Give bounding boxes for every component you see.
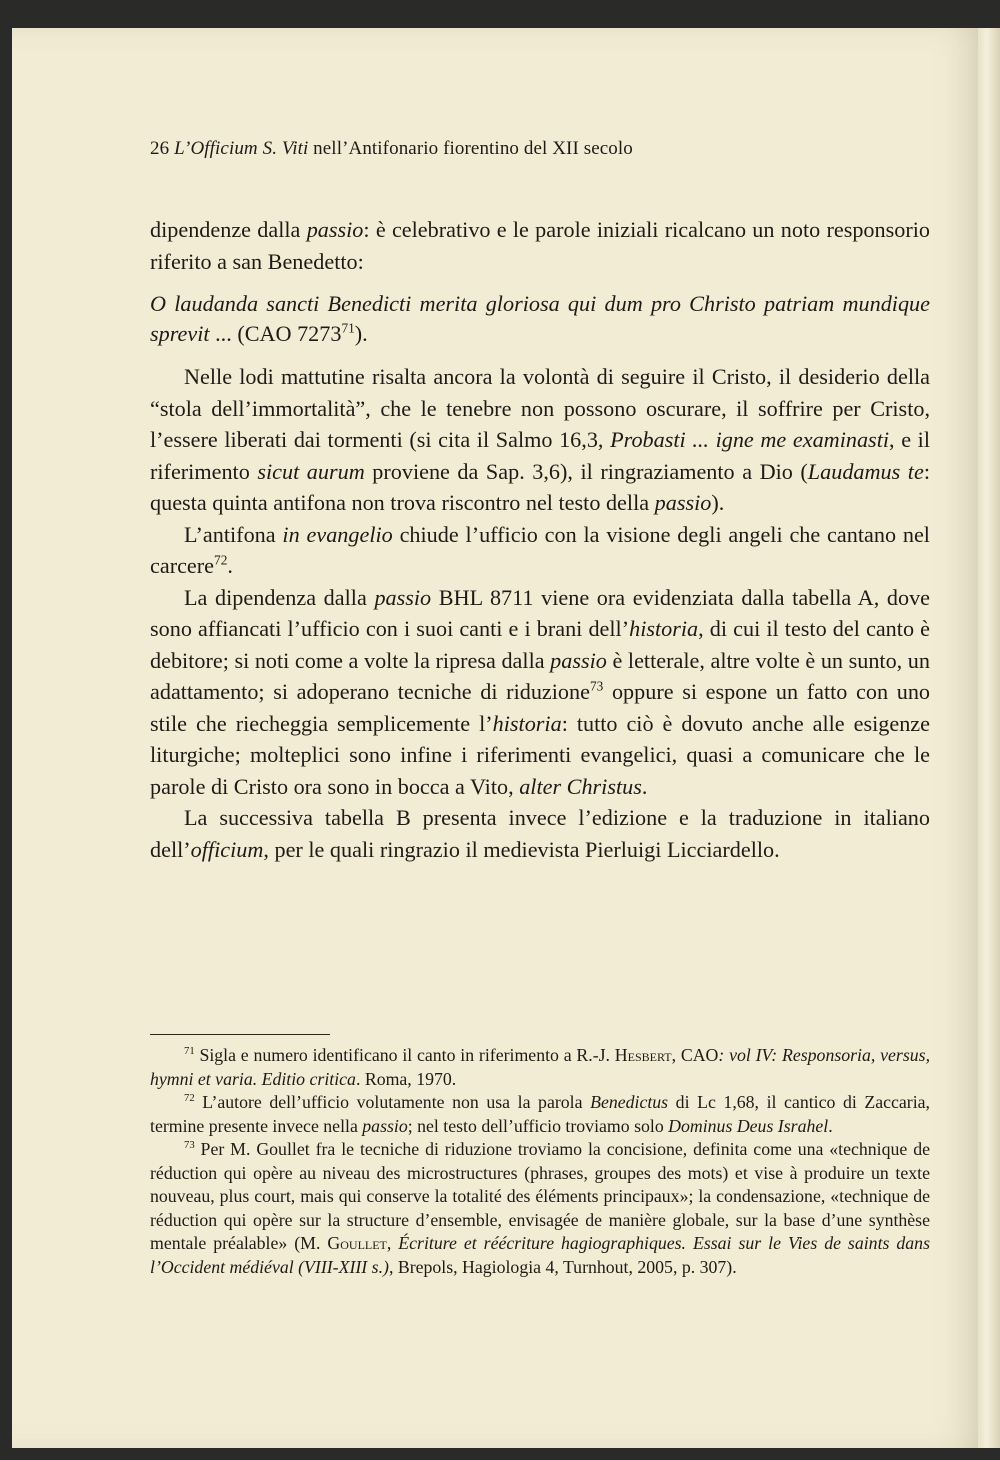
footnote-71: $^{71}$ Sigla e numero identificano il canto in riferimento a R.-J. Hesbert, CAO: vol IV: Responsoria, versus, hymni et varia. Editio critica. Roma, 1970. [150,1045,931,1089]
page-number: 26 [150,138,170,159]
footnote-ref-71[interactable]: 71 [341,320,355,336]
quotation: O laudanda sancti Benedicti merita gloriosa qui dum pro Christo patriam mundique sprevit ... (CAO 7273$^{71}$). [150,291,930,346]
footnote-72: $^{72}$ L’autore dell’ufficio volutamente non usa la parola Benedictus di Lc 1,68, il cantico di Zaccaria, termine presente invece nella passio; nel testo dell’ufficio troviamo solo Dominus Deus Israhel. [150,1092,930,1136]
paragraph-4: La dipendenza dalla passio BHL 8711 viene ora evidenziata dalla tabella A, dove sono affiancati l’ufficio con i suoi canti e i brani dell’historia, di cui il testo del canto è debitore; si noti come a volte la ripresa dalla passio è letterale, altre volte è un sunto, un adattamento; si adoperano tecniche di riduzione$^{73}$ oppure si espone un fatto con uno stile che riecheggia semplicemente l’historia: tutto ciò è dovuto anche alle esigenze liturgiche; molteplici sono infine i riferimenti evangelici, quasi a comunicare che le parole di Cristo ora sono in bocca a Vito, alter Christus. [150,584,931,799]
paragraph-5: La successiva tabella B presenta invece l’edizione e la traduzione in italiano dell’officium, per le quali ringrazio il medievista Pierluigi Licciardello. [150,805,930,862]
footnote-ref-72[interactable]: 72 [214,552,228,568]
header-title-rest: nell’Antifonario fiorentino del XII secolo [308,138,633,159]
footnotes [150,1044,930,1279]
page-edge [978,28,1000,1448]
footnote-separator [150,1034,330,1035]
paragraph-2: Nelle lodi mattutine risalta ancora la volontà di seguire il Cristo, il desiderio della “stola dell’immortalità”, che le tenebre non possono oscurare, il soffrire per Cristo, l’essere liberati dai tormenti (si cita il Salmo 16,3, Probasti ... igne me examinasti, e il riferimento sicut aurum proviene da Sap. 3,6), il ringraziamento a Dio (Laudamus te: questa quinta antifona non trova riscontro nel testo della passio). [150,364,930,515]
paragraph-3: L’antifona in evangelio chiude l’ufficio con la visione degli angeli che cantano nel carcere$^{72}$. [150,521,930,578]
running-header [150,138,930,160]
paragraph-1: dipendenze dalla passio: è celebrativo e le parole iniziali ricalcano un noto responsorio riferito a san Benedetto: [150,217,930,274]
footnote-ref-73[interactable]: 73 [589,678,604,694]
main-text [150,214,930,865]
header-title-italic: L’Officium S. Viti [174,138,309,159]
footnote-73: $^{73}$ Per M. Goullet fra le tecniche di riduzione troviamo la concisione, definita come una «technique de réduction qui opère au niveau des microstructures (phrases, groupes des mots) et vise à produire un texte nouveau, plus court, mais qui conserve la totalité des éléments principaux»; la condensazione, «technique de réduction qui opère sur la structure d’ensemble, envisagée de manière globale, sur la base d’une synthèse mentale préalable» (M. Goullet, Écriture et réécriture hagiographiques. Essai sur le Vies de saints dans l’Occident médiéval (VIII-XIII s.), Brepols, Hagiologia 4, Turnhout, 2005, p. 307). [150,1139,930,1277]
